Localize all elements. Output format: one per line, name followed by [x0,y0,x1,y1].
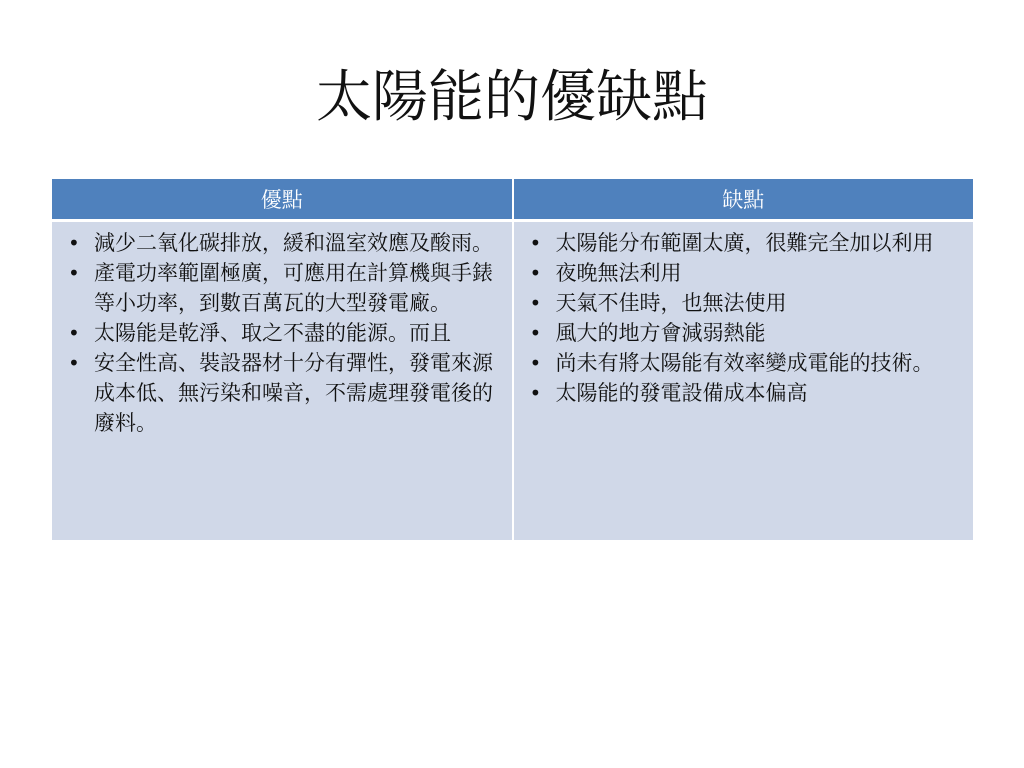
bullet-icon: • [529,231,542,255]
disadvantage-text: 太陽能分布範圍太廣，很難完全加以利用 [555,231,934,255]
slide-title: 太陽能的優缺點 [316,65,708,130]
advantage-text: 減少二氧化碳排放，緩和溫室效應及酸雨。 [94,231,493,255]
advantage-text: 產電功率範圍極廣，可應用在計算機與手錶等小功率，到數百萬瓦的大型發電廠。 [94,261,493,315]
advantages-cell [52,221,513,541]
bullet-icon: • [68,231,80,255]
list-item [524,288,960,318]
list-item [524,228,960,258]
header-advantages: 優點 [52,179,513,221]
bullet-icon: • [529,351,542,375]
list-item [524,258,960,288]
bullet-icon: • [68,261,80,285]
disadvantage-text: 天氣不佳時，也無法使用 [555,291,787,315]
list-item [62,348,498,438]
disadvantage-text: 夜晚無法利用 [555,261,682,285]
table-header-row [52,179,973,221]
disadvantage-text: 風大的地方會減弱熱能 [555,321,766,345]
disadvantage-text: 尚未有將太陽能有效率變成電能的技術。 [555,351,934,375]
bullet-icon: • [68,351,80,375]
header-disadvantages: 缺點 [513,179,974,221]
disadvantages-cell [513,221,974,541]
bullet-icon: • [68,321,80,345]
list-item [524,348,960,378]
advantage-text: 太陽能是乾淨、取之不盡的能源。而且 [94,321,451,345]
bullet-icon: • [529,321,542,345]
list-item [62,318,498,348]
table-row [52,221,973,541]
pros-cons-table [52,179,973,540]
list-item [524,318,960,348]
list-item [524,378,960,408]
list-item [62,258,498,318]
list-item [62,228,498,258]
bullet-icon: • [529,381,542,405]
bullet-icon: • [529,291,542,315]
disadvantage-text: 太陽能的發電設備成本偏高 [555,381,808,405]
bullet-icon: • [529,261,542,285]
advantages-list [62,228,498,438]
advantage-text: 安全性高、裝設器材十分有彈性，發電來源成本低、無污染和噪音，不需處理發電後的廢料。 [94,351,493,435]
comparison-table [52,179,973,540]
disadvantages-list [524,228,960,408]
